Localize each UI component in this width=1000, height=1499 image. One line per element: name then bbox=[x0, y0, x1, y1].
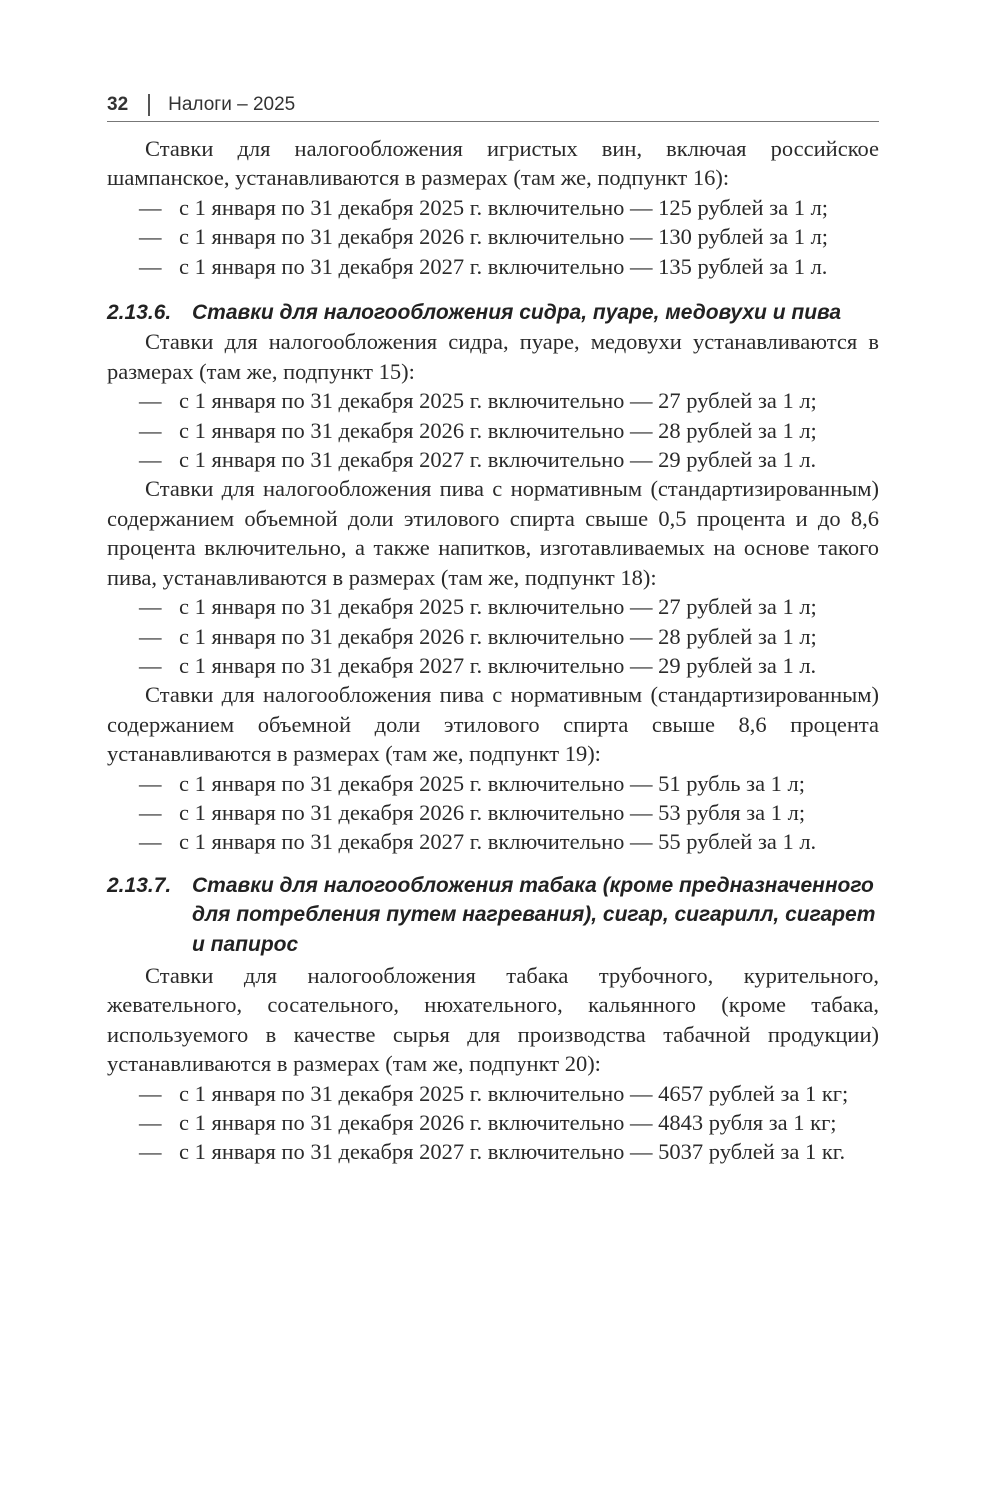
list-item: — с 1 января по 31 декабря 2025 г. включительно — 27 рублей за 1 л; bbox=[107, 386, 879, 415]
list-dash: — bbox=[139, 1139, 162, 1165]
list-dash: — bbox=[139, 770, 162, 796]
list-item: — с 1 января по 31 декабря 2025 г. включительно — 125 рублей за 1 л; bbox=[107, 193, 879, 222]
section-heading-2-13-6 bbox=[107, 298, 879, 327]
list-dash: — bbox=[139, 1110, 162, 1135]
list-item: — с 1 января по 31 декабря 2026 г. включительно — 130 рублей за 1 л; bbox=[107, 222, 879, 251]
list-dash: — bbox=[139, 417, 162, 443]
list-dash: — bbox=[139, 224, 162, 250]
list-dash: — bbox=[139, 194, 162, 220]
header-separator bbox=[148, 94, 150, 116]
running-header bbox=[107, 90, 879, 120]
beer-low-paragraph: Ставки для налогообложения пива с нормативным (стандартизированным) содержанием объемной доли этилового спирта свыше 0,5 процента и до 8,6 процента включительно, а также напитков, изготавливаемых на основе такого пива, устанавливаются в размерах (там же, подпункт 18): bbox=[107, 476, 879, 590]
list-item: — с 1 января по 31 декабря 2025 г. включительно — 27 рублей за 1 л; bbox=[107, 592, 879, 621]
header-rule bbox=[107, 121, 879, 122]
list-item: — с 1 января по 31 декабря 2027 г. включительно — 135 рублей за 1 л. bbox=[107, 252, 879, 281]
intro-rate-list bbox=[107, 193, 879, 281]
beer-low-rate-list bbox=[107, 592, 879, 680]
list-dash: — bbox=[139, 1080, 162, 1106]
cider-rate-list bbox=[107, 386, 879, 474]
list-dash: — bbox=[139, 594, 162, 620]
list-item: — с 1 января по 31 декабря 2026 г. включительно — 28 рублей за 1 л; bbox=[107, 622, 879, 651]
running-title: Налоги – 2025 bbox=[168, 94, 296, 115]
list-item: — с 1 января по 31 декабря 2027 г. включительно — 29 рублей за 1 л. bbox=[107, 651, 879, 680]
list-dash: — bbox=[139, 829, 162, 855]
list-dash: — bbox=[139, 623, 162, 649]
section-title: Ставки для налогообложения сидра, пуаре, медовухи и пива bbox=[192, 301, 842, 325]
list-item: — с 1 января по 31 декабря 2026 г. включительно — 53 рубля за 1 л; bbox=[107, 798, 879, 827]
list-item: — с 1 января по 31 декабря 2027 г. включительно — 55 рублей за 1 л. bbox=[107, 827, 879, 856]
list-item: — с 1 января по 31 декабря 2026 г. включительно — 28 рублей за 1 л; bbox=[107, 416, 879, 445]
page-number: 32 bbox=[107, 94, 129, 115]
tobacco-rate-list bbox=[107, 1079, 879, 1167]
section-number: 2.13.7. bbox=[107, 873, 172, 897]
intro-paragraph: Ставки для налогообложения игристых вин, включая российское шампанское, устанавливаются в размерах (там же, подпункт 16): bbox=[107, 136, 879, 191]
list-item: — с 1 января по 31 декабря 2025 г. включительно — 4657 рублей за 1 кг; bbox=[107, 1079, 879, 1108]
section-number: 2.13.6. bbox=[107, 301, 172, 325]
page-body bbox=[107, 134, 879, 1167]
list-item: — с 1 января по 31 декабря 2027 г. включительно — 29 рублей за 1 л. bbox=[107, 445, 879, 474]
section-title: Ставки для налогообложения табака (кроме предназначенного для потребления путем нагревания), сигар, сигарилл, сигарет и папирос bbox=[192, 873, 876, 956]
list-item: — с 1 января по 31 декабря 2026 г. включительно — 4843 рубля за 1 кг; bbox=[107, 1108, 879, 1137]
list-dash: — bbox=[139, 253, 162, 279]
list-item: — с 1 января по 31 декабря 2027 г. включительно — 5037 рублей за 1 кг. bbox=[107, 1137, 879, 1166]
list-dash: — bbox=[139, 388, 162, 414]
list-dash: — bbox=[139, 652, 162, 678]
section-heading-2-13-7 bbox=[107, 871, 879, 959]
beer-high-rate-list bbox=[107, 769, 879, 857]
beer-high-paragraph: Ставки для налогообложения пива с нормативным (стандартизированным) содержанием объемной доли этилового спирта свыше 8,6 процента устанавливаются в размерах (там же, подпункт 19): bbox=[107, 682, 879, 767]
list-dash: — bbox=[139, 799, 162, 825]
list-item: — с 1 января по 31 декабря 2025 г. включительно — 51 рубль за 1 л; bbox=[107, 769, 879, 798]
list-dash: — bbox=[139, 447, 162, 473]
tobacco-paragraph: Ставки для налогообложения табака трубочного, курительного, жевательного, сосательного, нюхательного, кальянного (кроме табака, используемого в качестве сырья для производства табачной продукции) устанавливаются в размерах (там же, подпункт 20): bbox=[107, 962, 879, 1077]
cider-paragraph: Ставки для налогообложения сидра, пуаре, медовухи устанавливаются в размерах (там же, подпункт 15): bbox=[107, 329, 879, 384]
